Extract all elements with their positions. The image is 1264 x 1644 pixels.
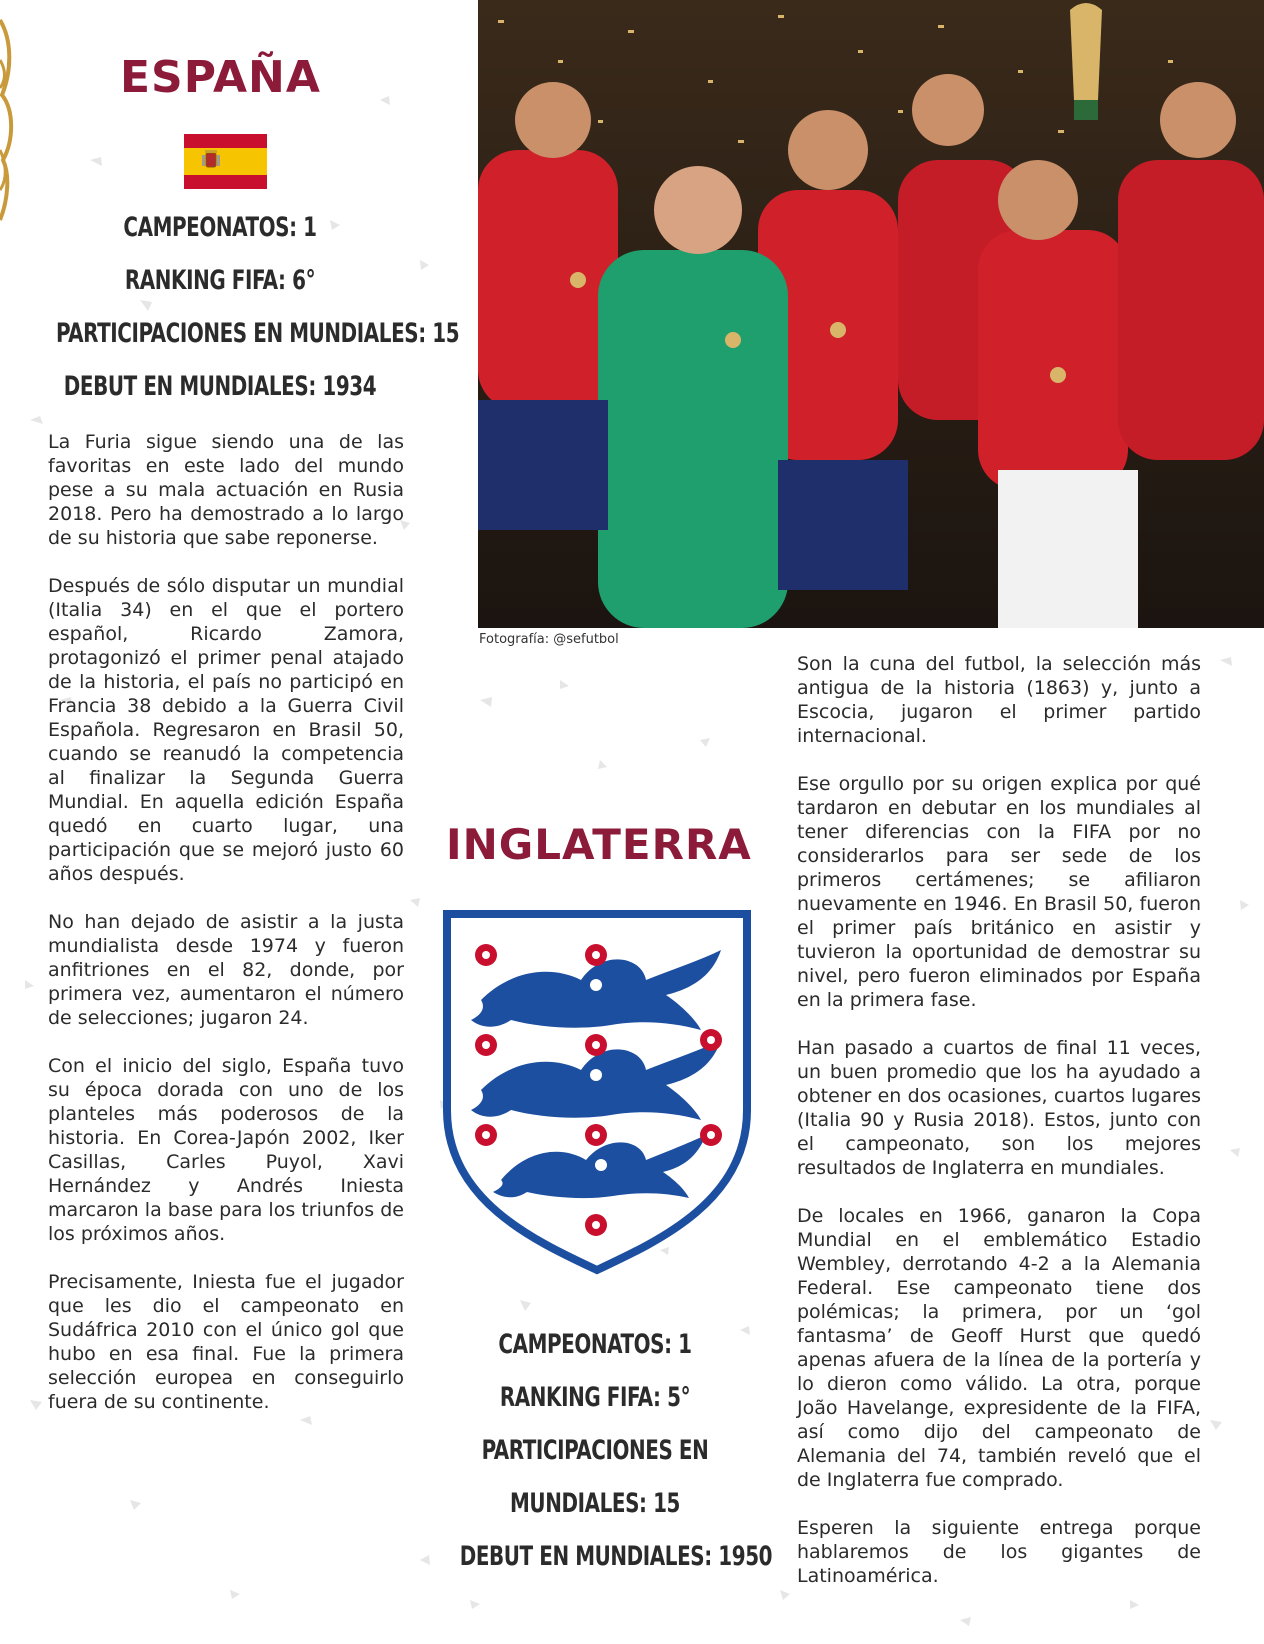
spain-paragraph: Después de sólo disputar un mundial (Italia 34) en el que el portero español, Ricardo Zamora, protagonizó el primer penal atajado de la historia, el país no participó en Francia 38 debido a la Guerra Civil Española. Regresaron en Brasil 50, cuando se reanudó la competencia al finalizar la Segunda Guerra Mundial. En aquella edición España quedó en cuarto lugar, una participación que se mejoró justo 60 años después. [48,575,404,885]
spain-paragraph: No han dejado de asistir a la justa mundialista desde 1974 y fueron anfitriones en el 82, donde, por primera vez, aumentaron el número de selecciones; jugaron 24. [48,911,404,1029]
spain-participations: PARTICIPACIONES EN MUNDIALES: 15 [56,318,460,349]
spain-stats [20,201,460,413]
england-paragraph: De locales en 1966, ganaron la Copa Mundial en el emblemático Estadio Wembley, derrotando 4-2 a la Alemania Federal. Ese campeonato tiene dos polémicas; la primera, por un ‘gol fantasma’ de Geoff Hurst que quedó apenas afuera de la línea de la portería y lo dieron como válido. La otra, porque João Havelange, expresidente de la FIFA, así como dijo del campeonato de Alemania del 74, también reveló que el de Inglaterra fue comprado. [797,1205,1201,1491]
photo-illustration [478,0,1264,628]
england-participations-line2: MUNDIALES: 15 [510,1488,680,1519]
england-paragraph: Ese orgullo por su origen explica por qué tardaron en debutar en los mundiales al tener diferencias con la FIFA por no considerarlos para ser sede de los primeros certámenes; se afiliaron nuevamente en 1946. En Brasil 50, fueron el primer país británico en asistir y tuvieron la oportunidad de demostrar su nivel, pero fueron eliminados por España en la primera fase. [797,773,1201,1011]
spain-title: ESPAÑA [120,52,321,103]
england-stats [430,1318,773,1583]
spain-paragraph: La Furia sigue siendo una de las favoritas en este lado del mundo pese a su mala actuación en Rusia 2018. Pero ha demostrado a lo largo de su historia que sabe reponerse. [48,431,404,549]
spain-ranking: RANKING FIFA: 6° [124,265,316,296]
england-crest-icon [441,910,753,1275]
england-paragraph: Han pasado a cuartos de final 11 veces, un buen promedio que los ha ayudado a obtener en dos ocasiones, cuartos lugares (Italia 90 y Rusia 2018). Estos, junto con el campeonato, son los mejores resultados de Inglaterra en mundiales. [797,1037,1201,1179]
spain-paragraph: Precisamente, Iniesta fue el jugador que les dio el campeonato en Sudáfrica 2010 con el único gol que hubo en esa final. Fue la primera selección europea en conseguirlo fuera de su continente. [48,1271,404,1413]
england-paragraph: Son la cuna del futbol, la selección más antigua de la historia (1863) y, junto a Escocia, jugaron el primer partido internacional. [797,653,1201,747]
england-championships: CAMPEONATOS: 1 [498,1329,692,1360]
spain-debut: DEBUT EN MUNDIALES: 1934 [63,371,377,402]
england-title: INGLATERRA [446,820,752,869]
team-celebration-photo [478,0,1264,628]
england-ranking: RANKING FIFA: 5° [499,1382,691,1413]
spain-article [48,430,404,1438]
gold-ornament [0,0,20,230]
england-debut: DEBUT EN MUNDIALES: 1950 [459,1541,773,1572]
england-participations-line1: PARTICIPACIONES EN [481,1435,709,1466]
england-article [797,652,1201,1612]
spain-flag-icon [184,134,267,189]
photo-caption: Fotografía: @sefutbol [479,632,619,647]
spain-paragraph: Con el inicio del siglo, España tuvo su época dorada con uno de los planteles más poderosos de la historia. En Corea-Japón 2002, Iker Casillas, Carles Puyol, Xavi Hernández y Andrés Iniesta marcaron la base para los triunfos de los próximos años. [48,1055,404,1245]
spain-championships: CAMPEONATOS: 1 [123,212,317,243]
england-paragraph: Esperen la siguiente entrega porque hablaremos de los gigantes de Latinoamérica. [797,1517,1201,1587]
